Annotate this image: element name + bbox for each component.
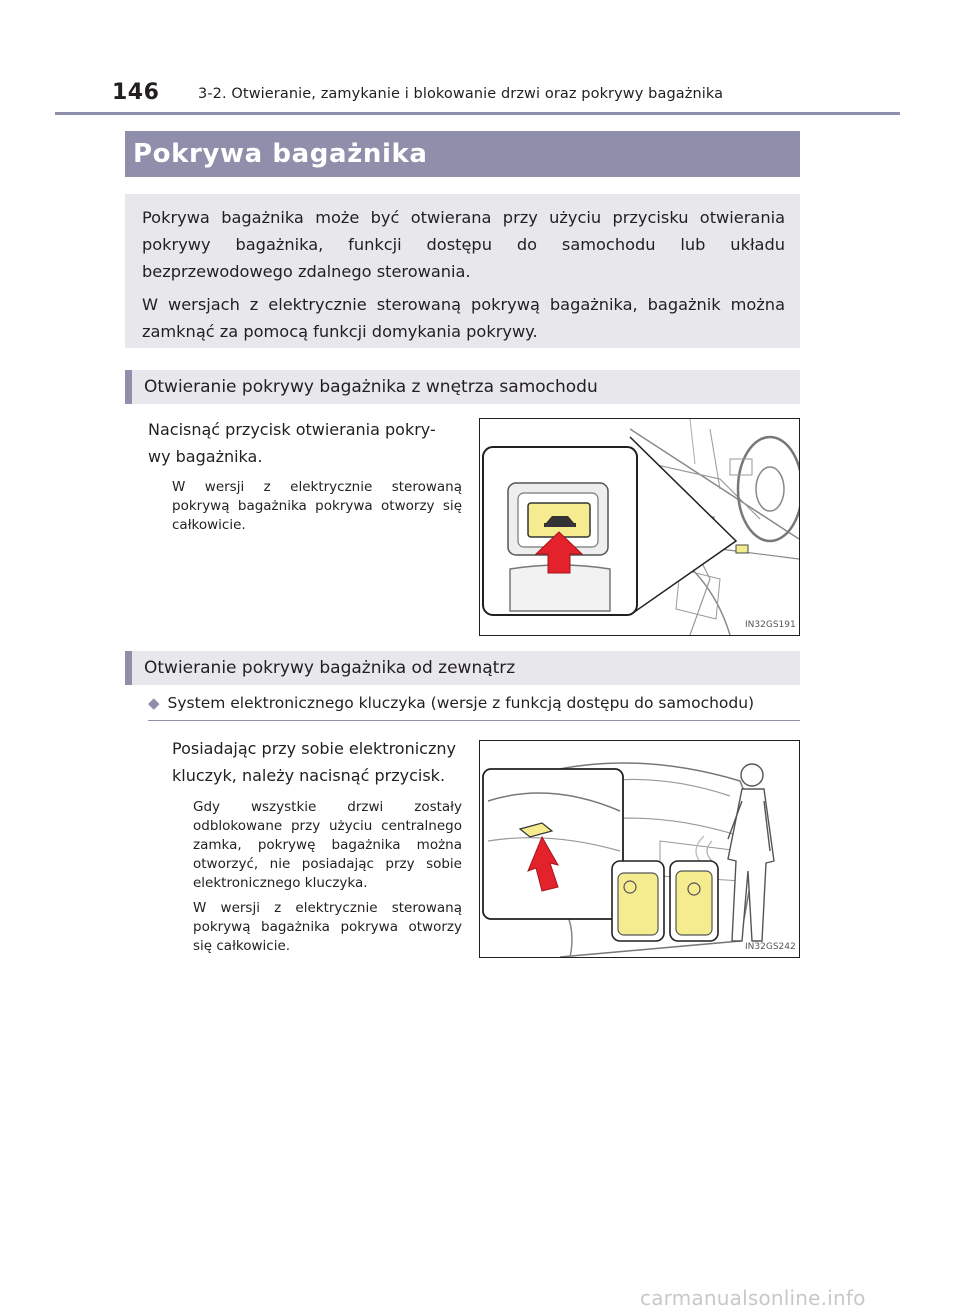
intro-paragraph-2: W wersjach z elektrycznie sterowaną pokrywą bagażnika, bagażnik można zamknąć za pomocą funkcji domykania pokrywy. [142, 295, 785, 341]
notes-outside [193, 798, 462, 962]
person-figure [728, 764, 774, 941]
page-number: 146 [112, 80, 160, 105]
site-watermark: carmanualsonline.info [640, 1286, 866, 1310]
image-code: IN32GS242 [745, 942, 796, 952]
callout-zoom-box [483, 769, 623, 919]
image-code: IN32GS191 [745, 620, 796, 630]
intro-paragraph-1: Pokrywa bagażnika może być otwierana przy użyciu przycisku otwierania pokrywy bagażnika, funkcji dostępu do samochodu lub układu bezprzewodowego zdalnego sterowania. [142, 208, 785, 281]
step-line: wy bagażnika. [148, 447, 263, 466]
illustration-trunk-button-interior [479, 418, 800, 636]
header-rule [55, 112, 900, 115]
note-inside [172, 478, 462, 541]
trunk-button-location [736, 545, 748, 553]
section-heading-outside: Otwieranie pokrywy bagażnika od zewnątrz [125, 651, 800, 685]
step-line: Posiadając przy sobie elektroniczny [172, 739, 456, 758]
running-head: 3-2. Otwieranie, zamykanie i blokowanie drzwi oraz pokrywy bagażnika [198, 86, 724, 102]
step-line: Nacisnąć przycisk otwierania pokry- [148, 420, 436, 439]
step-line: kluczyk, należy nacisnąć przycisk. [172, 766, 446, 785]
note-text: Gdy wszystkie drzwi zostały odblokowane przy użyciu centralnego zamka, pokrywę bagażnika można otworzyć, nie posiadając przy sobie elektronicznego kluczyka. [193, 799, 462, 891]
page-title: Pokrywa bagażnika [125, 131, 800, 177]
step-text-inside [148, 416, 468, 470]
steering-wheel-shape [738, 437, 799, 541]
step-text-outside [172, 735, 472, 789]
subheading-text: System elektronicznego kluczyka (wersje z funkcją dostępu do samochodu) [167, 694, 755, 712]
note-text: W wersji z elektrycznie sterowaną pokrywą bagażnika pokrywa otworzy się całkowicie. [193, 900, 462, 954]
note-text: W wersji z elektrycznie sterowaną pokrywą bagażnika pokrywa otworzy się całkowicie. [172, 479, 462, 533]
diamond-bullet-icon: ◆ [148, 694, 160, 712]
illustration-trunk-button-exterior [479, 740, 800, 958]
smart-key-fob [676, 871, 712, 935]
intro-box [125, 194, 800, 348]
subheading-smart-key [148, 694, 800, 721]
section-heading-inside: Otwieranie pokrywy bagażnika z wnętrza samochodu [125, 370, 800, 404]
interior-illustration-svg [480, 419, 799, 635]
exterior-illustration-svg [480, 741, 799, 957]
smart-key-fob [618, 873, 658, 935]
